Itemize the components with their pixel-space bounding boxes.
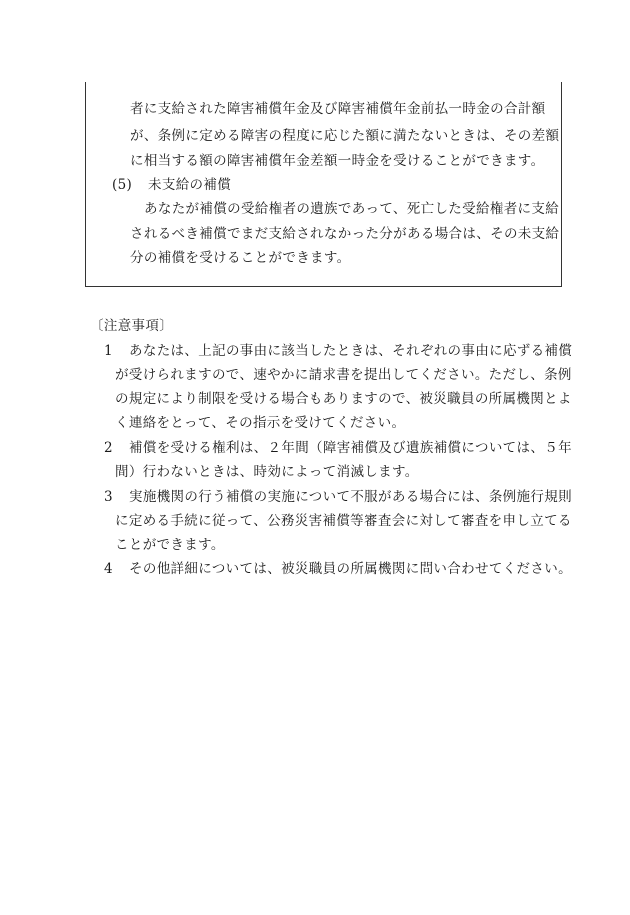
note-2-line-1: 補償を受ける権利は、２年間（障害補償及び遺族補償については、５年 xyxy=(129,440,572,456)
note-3-number: 3 xyxy=(104,489,113,505)
item5-line-1: あなたが補償の受給権者の遺族であって、死亡した受給権者に支給 xyxy=(144,201,560,217)
box-line-3: に相当する額の障害補償年金差額一時金を受けることができます。 xyxy=(130,153,545,169)
note-4-line-1: その他詳細については、被災職員の所属機関に問い合わせてください。 xyxy=(129,561,572,577)
note-1-line-1: あなたは、上記の事由に該当したときは、それぞれの事由に応ずる補償 xyxy=(129,343,573,359)
item5-number: (5) xyxy=(112,177,133,193)
note-1-line-2: が受けられますので、速やかに請求書を提出してください。ただし、条例 xyxy=(115,367,572,383)
item5-line-2: されるべき補償でまだ支給されなかった分がある場合は、その未支給 xyxy=(130,226,560,242)
note-3-line-1: 実施機関の行う補償の実施について不服がある場合には、条例施行規則 xyxy=(129,489,572,505)
note-1-line-4: く連絡をとって、その指示を受けてください。 xyxy=(115,415,406,431)
note-4-number: 4 xyxy=(104,561,113,577)
note-2-number: 2 xyxy=(104,440,113,456)
notes-heading: 〔注意事項〕 xyxy=(90,318,174,334)
item5-title: 未支給の補償 xyxy=(148,177,232,193)
note-1-number: 1 xyxy=(104,343,113,359)
note-2-line-2: 間）行わないときは、時効によって消滅します。 xyxy=(115,464,419,480)
note-3-line-3: ことができます。 xyxy=(115,537,225,553)
item5-line-3: 分の補償を受けることができます。 xyxy=(130,250,351,266)
box-line-2: が、条例に定める障害の程度に応じた額に満たないときは、その差額 xyxy=(130,128,560,144)
note-3-line-2: に定める手続に従って、公務災害補償等審査会に対して審査を申し立てる xyxy=(115,513,572,529)
box-line-1: 者に支給された障害補償年金及び障害補償年金前払一時金の合計額 xyxy=(130,101,546,117)
note-1-line-3: の規定により制限を受ける場合もありますので、被災職員の所属機関とよ xyxy=(115,391,572,407)
